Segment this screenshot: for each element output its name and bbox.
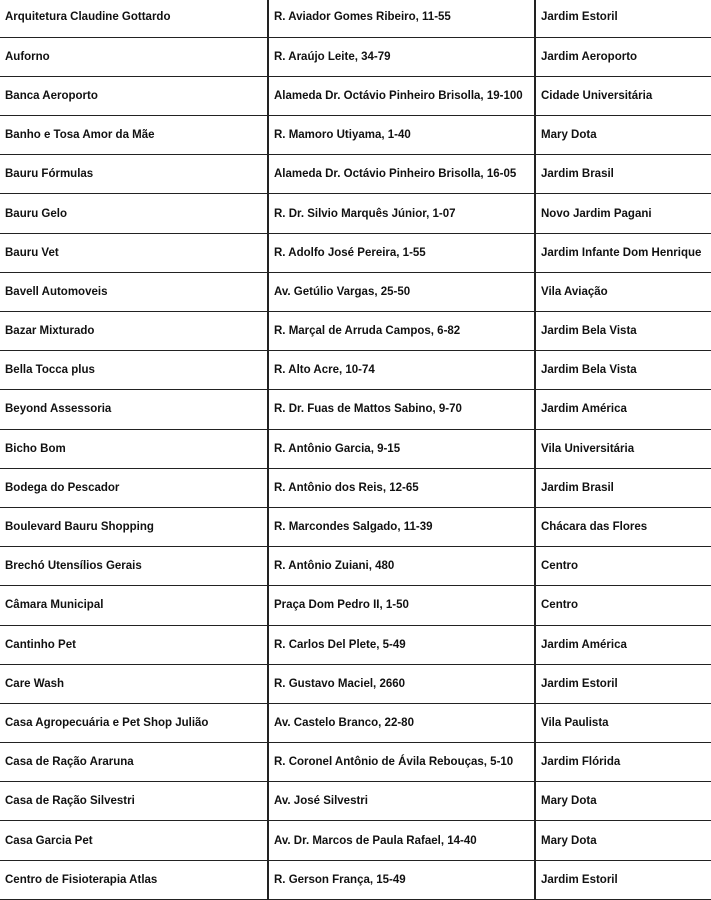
district-cell: Jardim Brasil [535, 155, 711, 194]
business-name-cell: Casa de Ração Araruna [0, 743, 268, 782]
address-cell: R. Coronel Antônio de Ávila Rebouças, 5-10 [268, 743, 535, 782]
district-cell: Mary Dota [535, 116, 711, 155]
address-cell: Alameda Dr. Octávio Pinheiro Brisolla, 19-100 [268, 76, 535, 115]
district-cell: Jardim Bela Vista [535, 351, 711, 390]
district-cell: Centro [535, 547, 711, 586]
district-cell: Cidade Universitária [535, 76, 711, 115]
table-row [0, 507, 711, 546]
business-name-cell: Centro de Fisioterapia Atlas [0, 860, 268, 899]
table-row [0, 0, 711, 37]
table-row [0, 37, 711, 76]
district-cell: Novo Jardim Pagani [535, 194, 711, 233]
table-row [0, 782, 711, 821]
district-cell: Mary Dota [535, 821, 711, 860]
business-name-cell: Boulevard Bauru Shopping [0, 507, 268, 546]
table-row [0, 272, 711, 311]
table-row [0, 625, 711, 664]
business-name-cell: Bauru Gelo [0, 194, 268, 233]
district-cell: Vila Paulista [535, 703, 711, 742]
address-cell: R. Antônio Zuiani, 480 [268, 547, 535, 586]
district-cell: Vila Aviação [535, 272, 711, 311]
business-name-cell: Casa Agropecuária e Pet Shop Julião [0, 703, 268, 742]
table-row [0, 664, 711, 703]
address-cell: R. Mamoro Utiyama, 1-40 [268, 116, 535, 155]
address-cell: R. Adolfo José Pereira, 1-55 [268, 233, 535, 272]
table-row [0, 312, 711, 351]
district-cell: Jardim Aeroporto [535, 37, 711, 76]
district-cell: Jardim Flórida [535, 743, 711, 782]
business-name-cell: Bicho Bom [0, 429, 268, 468]
address-cell: R. Gerson França, 15-49 [268, 860, 535, 899]
address-cell: R. Gustavo Maciel, 2660 [268, 664, 535, 703]
district-cell: Jardim Estoril [535, 860, 711, 899]
table-row [0, 155, 711, 194]
business-name-cell: Bavell Automoveis [0, 272, 268, 311]
business-name-cell: Bodega do Pescador [0, 468, 268, 507]
business-name-cell: Banho e Tosa Amor da Mãe [0, 116, 268, 155]
address-cell: Praça Dom Pedro II, 1-50 [268, 586, 535, 625]
table-row [0, 390, 711, 429]
district-cell: Jardim Bela Vista [535, 312, 711, 351]
table-row [0, 703, 711, 742]
business-name-cell: Bella Tocca plus [0, 351, 268, 390]
district-cell: Jardim América [535, 625, 711, 664]
business-name-cell: Beyond Assessoria [0, 390, 268, 429]
district-cell: Mary Dota [535, 782, 711, 821]
table-row [0, 116, 711, 155]
business-name-cell: Câmara Municipal [0, 586, 268, 625]
address-cell: R. Alto Acre, 10-74 [268, 351, 535, 390]
address-cell: Av. Castelo Branco, 22-80 [268, 703, 535, 742]
address-cell: Av. Getúlio Vargas, 25-50 [268, 272, 535, 311]
table-row [0, 743, 711, 782]
address-cell: Av. José Silvestri [268, 782, 535, 821]
business-name-cell: Bauru Fórmulas [0, 155, 268, 194]
district-cell: Centro [535, 586, 711, 625]
address-cell: R. Marçal de Arruda Campos, 6-82 [268, 312, 535, 351]
district-cell: Jardim Estoril [535, 0, 711, 37]
address-cell: R. Antônio Garcia, 9-15 [268, 429, 535, 468]
address-cell: R. Araújo Leite, 34-79 [268, 37, 535, 76]
table-row [0, 429, 711, 468]
business-name-cell: Casa de Ração Silvestri [0, 782, 268, 821]
business-name-cell: Cantinho Pet [0, 625, 268, 664]
business-name-cell: Auforno [0, 37, 268, 76]
district-cell: Jardim América [535, 390, 711, 429]
table-row [0, 194, 711, 233]
address-cell: Alameda Dr. Octávio Pinheiro Brisolla, 16-05 [268, 155, 535, 194]
business-name-cell: Casa Garcia Pet [0, 821, 268, 860]
business-name-cell: Brechó Utensílios Gerais [0, 547, 268, 586]
address-cell: R. Carlos Del Plete, 5-49 [268, 625, 535, 664]
business-name-cell: Care Wash [0, 664, 268, 703]
address-cell: R. Antônio dos Reis, 12-65 [268, 468, 535, 507]
district-cell: Jardim Estoril [535, 664, 711, 703]
business-name-cell: Arquitetura Claudine Gottardo [0, 0, 268, 37]
table-row [0, 233, 711, 272]
district-cell: Jardim Brasil [535, 468, 711, 507]
address-cell: R. Aviador Gomes Ribeiro, 11-55 [268, 0, 535, 37]
address-cell: R. Marcondes Salgado, 11-39 [268, 507, 535, 546]
district-cell: Vila Universitária [535, 429, 711, 468]
table-row [0, 586, 711, 625]
business-name-cell: Bauru Vet [0, 233, 268, 272]
table-row [0, 821, 711, 860]
district-cell: Jardim Infante Dom Henrique [535, 233, 711, 272]
business-name-cell: Bazar Mixturado [0, 312, 268, 351]
table-row [0, 860, 711, 899]
table-row [0, 468, 711, 507]
district-cell: Chácara das Flores [535, 507, 711, 546]
business-name-cell: Banca Aeroporto [0, 76, 268, 115]
table-row [0, 76, 711, 115]
address-cell: R. Dr. Fuas de Mattos Sabino, 9-70 [268, 390, 535, 429]
table-row [0, 547, 711, 586]
address-cell: Av. Dr. Marcos de Paula Rafael, 14-40 [268, 821, 535, 860]
address-cell: R. Dr. Silvio Marquês Júnior, 1-07 [268, 194, 535, 233]
table-row [0, 351, 711, 390]
